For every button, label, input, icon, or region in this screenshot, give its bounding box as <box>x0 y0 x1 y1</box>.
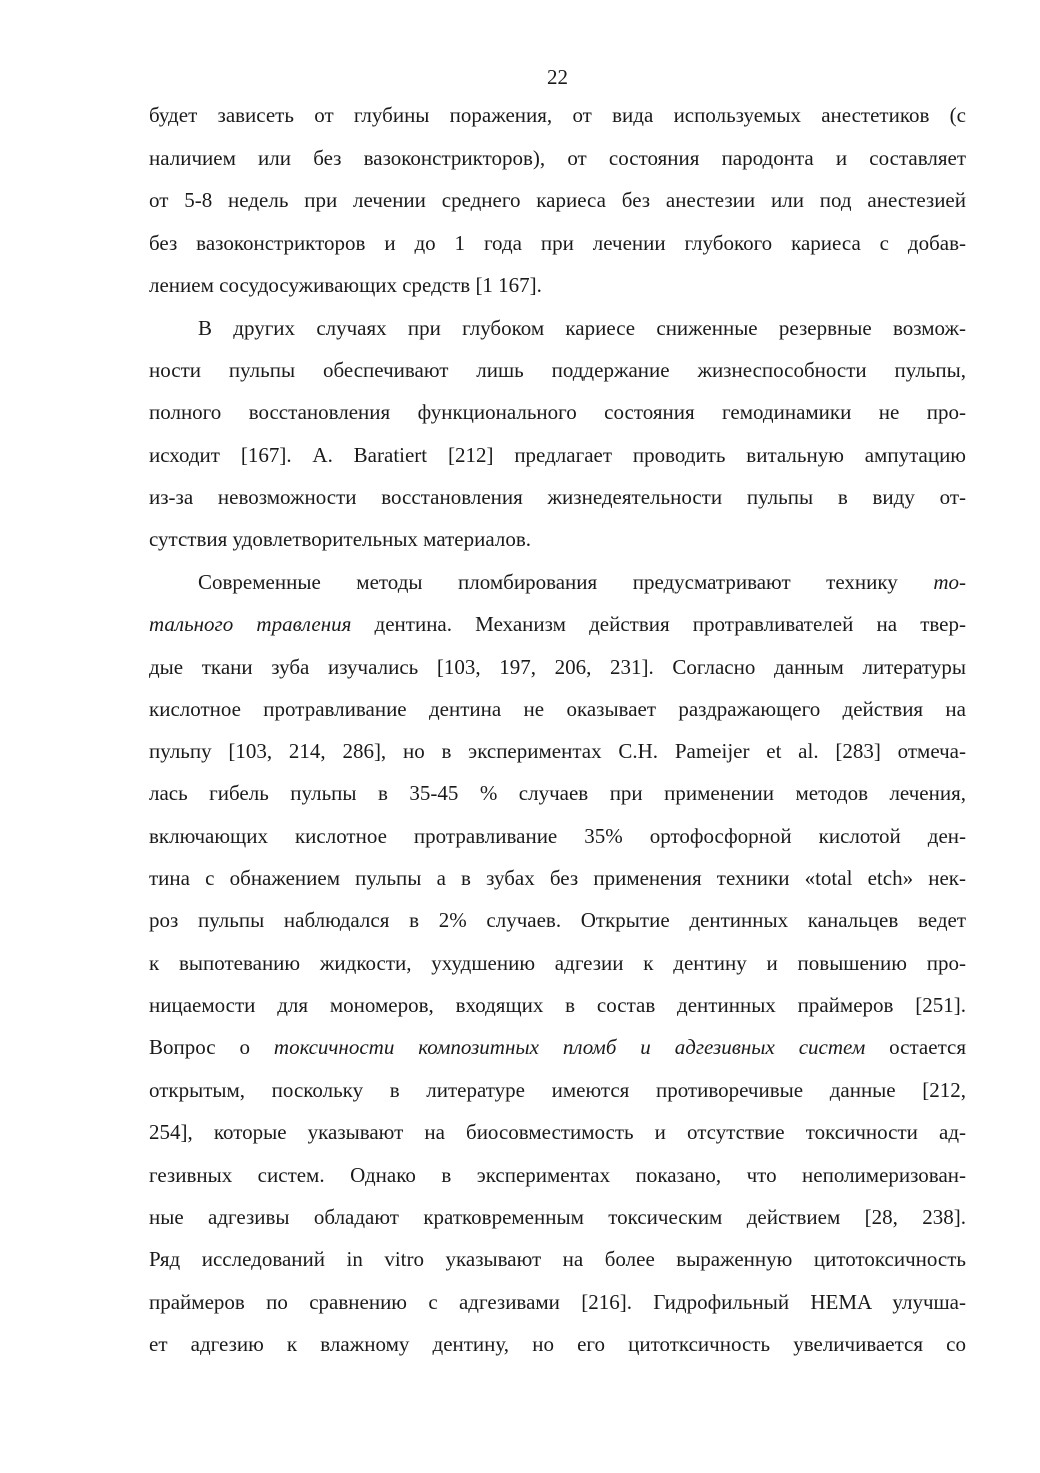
text-segment: без вазоконстрикторов и до 1 года при лечении глубокого кариеса с добав- <box>149 231 966 255</box>
text-line <box>149 1329 966 1359</box>
text-line <box>149 482 966 512</box>
text-line <box>149 1244 966 1274</box>
text-segment: ницаемости для мономеров, входящих в состав дентинных праймеров [251]. <box>149 993 966 1017</box>
text-line <box>198 313 966 343</box>
text-segment: 254], которые указывают на биосовместимость и отсутствие токсичности ад- <box>149 1120 966 1144</box>
text-segment: лась гибель пульпы в 35-45 % случаев при применении методов лечения, <box>149 781 966 805</box>
text-segment: ности пульпы обеспечивают лишь поддержание жизнеспособности пульпы, <box>149 358 966 382</box>
text-line <box>149 863 966 893</box>
text-line <box>149 1287 966 1317</box>
text-line <box>149 1075 966 1105</box>
text-segment: остается <box>865 1035 966 1059</box>
text-line <box>149 694 966 724</box>
text-segment: Современные методы пломбирования предусматривают технику <box>198 570 934 594</box>
text-segment: сутствия удовлетворительных материалов. <box>149 527 531 551</box>
text-segment: будет зависеть от глубины поражения, от вида используемых анестетиков (с <box>149 103 966 127</box>
text-line <box>149 609 966 639</box>
italic-text: то- <box>933 570 966 594</box>
text-line <box>149 397 966 427</box>
text-segment: лением сосудосуживающих средств [1 167]. <box>149 273 542 297</box>
italic-text: токсичности композитных пломб и адгезивных систем <box>273 1035 866 1059</box>
text-line <box>149 736 966 766</box>
text-segment: ные адгезивы обладают кратковременным токсическим действием [28, 238]. <box>149 1205 966 1229</box>
text-line <box>149 228 966 258</box>
text-line <box>198 567 966 597</box>
text-segment: наличием или без вазоконстрикторов), от состояния пародонта и составляет <box>149 146 966 170</box>
text-segment: В других случаях при глубоком кариесе сниженные резервные возмож- <box>198 316 966 340</box>
text-line <box>149 948 966 978</box>
text-segment: дентина. Механизм действия протравливателей на твер- <box>351 612 966 636</box>
text-segment: Вопрос о <box>149 1035 274 1059</box>
text-segment: включающих кислотное протравливание 35% ортофосфорной кислотой ден- <box>149 824 966 848</box>
text-segment: дые ткани зуба изучались [103, 197, 206, 231]. Согласно данным литературы <box>149 655 966 679</box>
text-segment: гезивных систем. Однако в экспериментах показано, что неполимеризован- <box>149 1163 966 1187</box>
text-segment: исходит [167]. A. Baratiert [212] предлагает проводить витальную ампутацию <box>149 443 966 467</box>
text-line <box>149 778 966 808</box>
text-line <box>149 1160 966 1190</box>
text-segment: праймеров по сравнению с адгезивами [216]. Гидрофильный HEMA улучша- <box>149 1290 966 1314</box>
text-segment: роз пульпы наблюдался в 2% случаев. Открытие дентинных канальцев ведет <box>149 908 966 932</box>
text-line <box>149 440 966 470</box>
text-segment: из-за невозможности восстановления жизнедеятельности пульпы в виду от- <box>149 485 966 509</box>
text-line <box>149 821 966 851</box>
text-segment: от 5-8 недель при лечении среднего кариеса без анестезии или под анестезией <box>149 188 966 212</box>
italic-text: тального травления <box>149 612 352 636</box>
text-line <box>149 1117 966 1147</box>
text-line <box>149 185 966 215</box>
text-segment: пульпу [103, 214, 286], но в экспериментах C.H. Pameijer et al. [283] отмеча- <box>149 739 966 763</box>
text-line <box>149 1202 966 1232</box>
text-line <box>149 524 966 554</box>
text-line <box>149 905 966 935</box>
text-line <box>149 652 966 682</box>
text-segment: тина с обнажением пульпы а в зубах без применения техники «total etch» нек- <box>149 866 966 890</box>
text-line <box>149 1032 966 1062</box>
text-line <box>149 143 966 173</box>
page-number: 22 <box>547 65 568 89</box>
text-segment: Ряд исследований in vitro указывают на более выраженную цитотоксичность <box>149 1247 966 1271</box>
text-line <box>149 990 966 1020</box>
text-line <box>149 355 966 385</box>
text-line <box>149 270 966 300</box>
text-line <box>149 100 966 130</box>
text-segment: открытым, поскольку в литературе имеются противоречивые данные [212, <box>149 1078 966 1102</box>
text-segment: ет адгезию к влажному дентину, но его цитотксичность увеличивается со <box>149 1332 966 1356</box>
text-segment: кислотное протравливание дентина не оказывает раздражающего действия на <box>149 697 966 721</box>
text-segment: полного восстановления функционального состояния гемодинамики не про- <box>149 400 966 424</box>
text-segment: к выпотеванию жидкости, ухудшению адгезии к дентину и повышению про- <box>149 951 966 975</box>
